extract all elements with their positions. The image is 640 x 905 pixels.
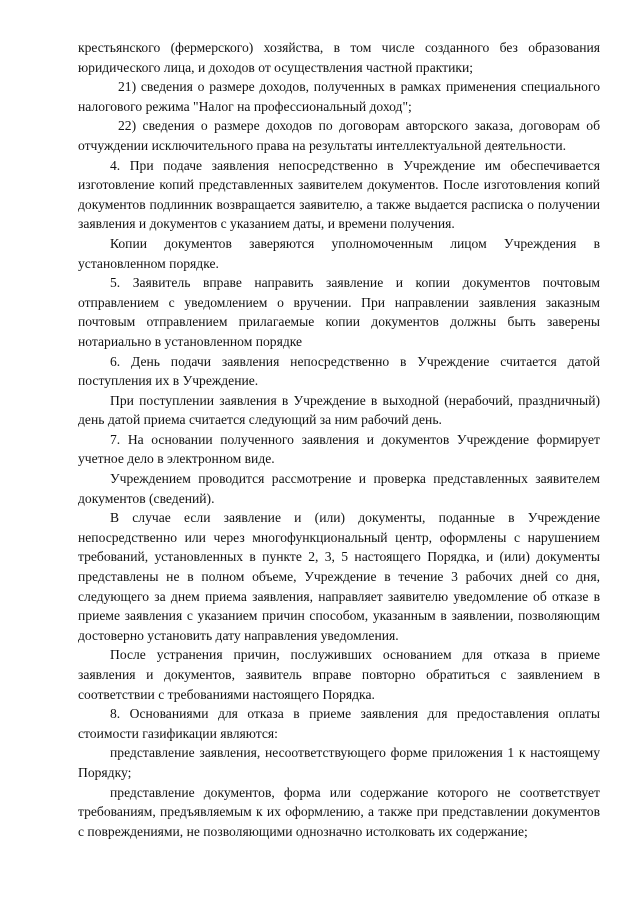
- paragraph-refusal-notice: В случае если заявление и (или) документы, поданные в Учреждение непосредственно или через многофункциональный центр, оформлены с нарушением требований, установленных в пункте 2, 3, 5 настоящего Порядка, и (или) документы представлены не в полном объеме, Учреждение в течение 3 рабочих дней со дня, следующего за днем приема заявления, направляет заявителю уведомление об отказе в приеме заявления с указанием причин способом, указанным в заявлении, позволяющим достоверно установить дату направления уведомления.: [78, 510, 600, 643]
- document-page: [78, 38, 600, 841]
- paragraph-item-22: 22) сведения о размере доходов по договорам авторского заказа, договорам об отчуждении исключительного права на результаты интеллектуальной деятельности.: [78, 118, 600, 153]
- paragraph-review-check: Учреждением проводится рассмотрение и проверка представленных заявителем документов (сведений).: [78, 471, 600, 506]
- paragraph-farm-income-continuation: крестьянского (фермерского) хозяйства, в том числе созданного без образования юридического лица, и доходов от осуществления частной практики;: [78, 40, 600, 75]
- paragraph-ground-form-mismatch: представление заявления, несоответствующего форме приложения 1 к настоящему Порядку;: [78, 745, 600, 780]
- paragraph-section-6: 6. День подачи заявления непосредственно в Учреждение считается датой поступления их в Учреждение.: [78, 353, 600, 389]
- paragraph-section-7: 7. На основании полученного заявления и документов Учреждение формирует учетное дело в электронном виде.: [78, 431, 600, 467]
- paragraph-section-8: 8. Основаниями для отказа в приеме заявления для предоставления оплаты стоимости газификации являются:: [78, 706, 600, 741]
- paragraph-section-5: 5. Заявитель вправе направить заявление и копии документов почтовым отправлением с уведомлением о вручении. При направлении заявления заказным почтовым отправлением прилагаемые копии документов должны быть заверены нотариально в установленном порядке: [78, 275, 600, 349]
- paragraph-section-4: 4. При подаче заявления непосредственно в Учреждение им обеспечивается изготовление копий представленных заявителем документов. После изготовления копий документов подлинник возвращается заявителю, а также выдается расписка о получении заявления и документов с указанием даты, и времени получения.: [78, 157, 600, 232]
- paragraph-weekend-receipt: При поступлении заявления в Учреждение в выходной (нерабочий, праздничный) день датой приема считается следующий за ним рабочий день.: [78, 392, 600, 428]
- paragraph-ground-document-defects: представление документов, форма или содержание которого не соответствует требованиям, предъявляемым к их оформлению, а также при представлении документов с повреждениями, не позволяющими однозначно истолковать их содержание;: [78, 784, 600, 839]
- paragraph-copies-certified: Копии документов заверяются уполномоченным лицом Учреждения в установленном порядке.: [78, 235, 600, 271]
- paragraph-item-21: 21) сведения о размере доходов, полученных в рамках применения специального налогового режима "Налог на профессиональный доход";: [78, 79, 600, 114]
- paragraph-resubmission: После устранения причин, послуживших основанием для отказа в приеме заявления и документов, заявитель вправе повторно обратиться с заявлением в соответствии с требованиями настоящего Порядка.: [78, 647, 600, 702]
